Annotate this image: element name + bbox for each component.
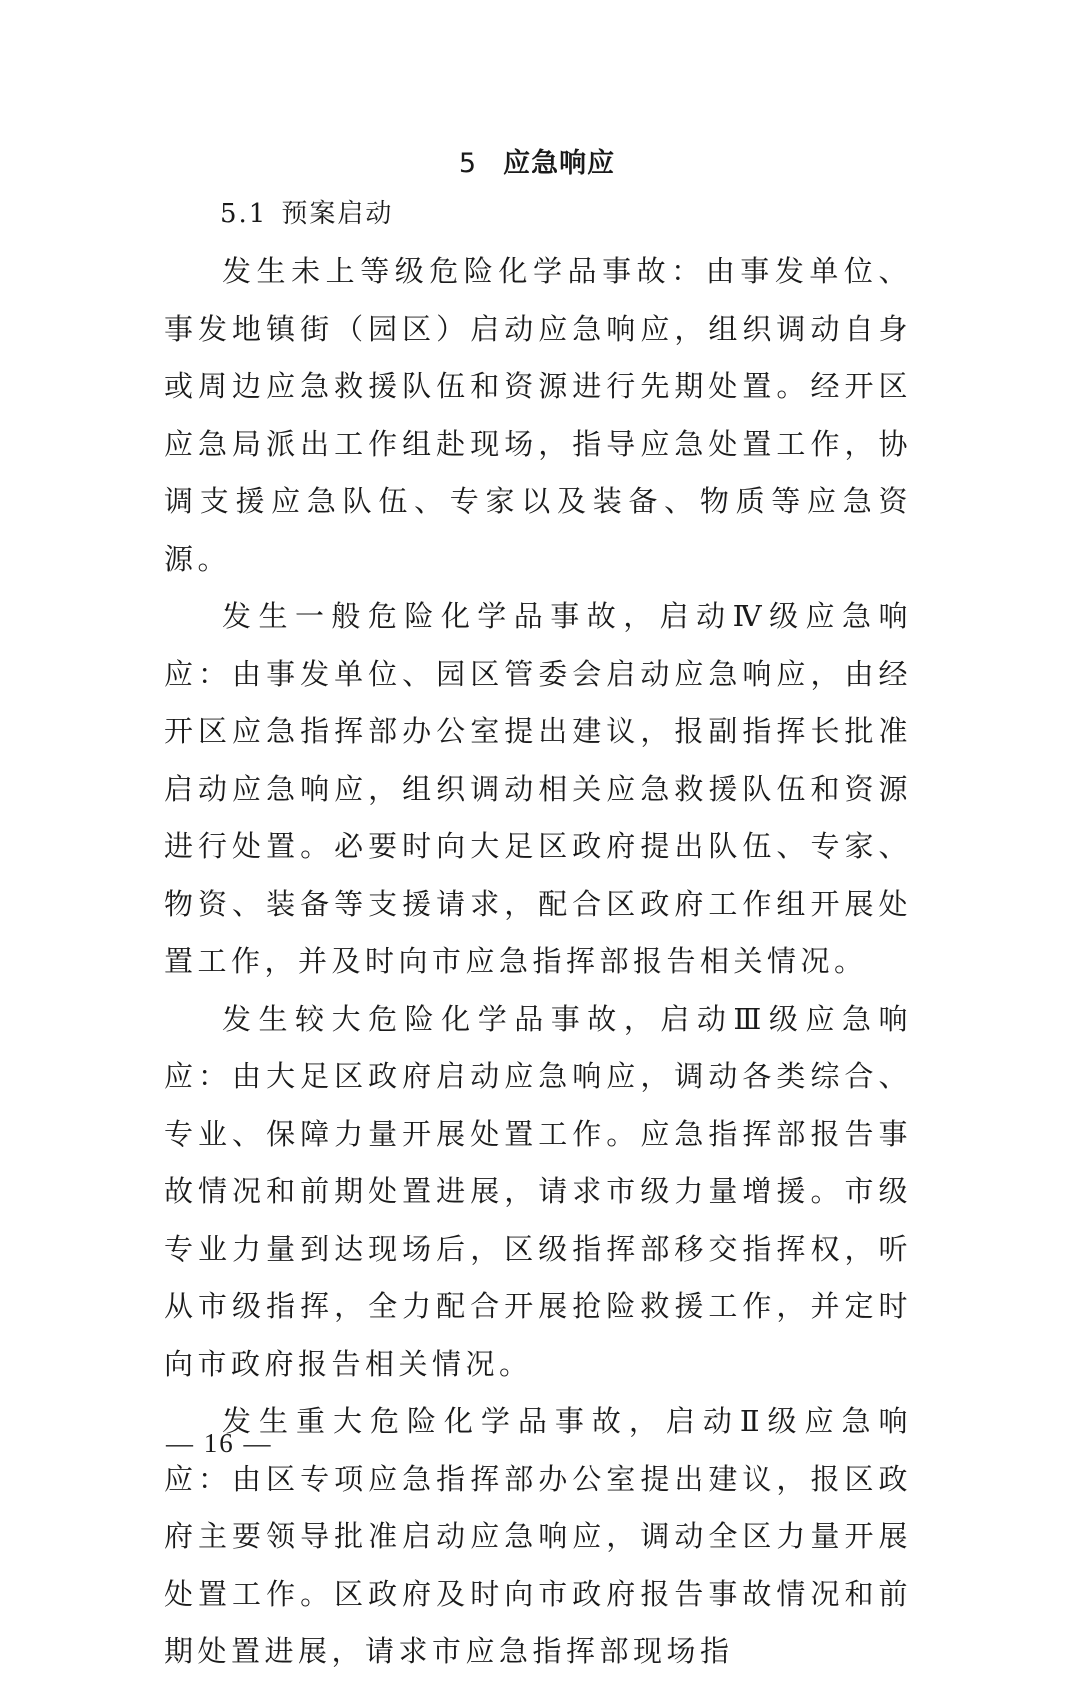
paragraph-level-4-response: 发生一般危险化学品事故，启动Ⅳ级应急响应：由事发单位、园区管委会启动应急响应，由经开区应急指挥部办公室提出建议，报副指挥长批准启动应急响应，组织调动相关应急救援队伍和资源进行处置。必要时向大足区政府提出队伍、专家、物资、装备等支援请求，配合区政府工作组开展处置工作，并及时向市应急指挥部报告相关情况。: [164, 599, 912, 978]
section-number: 5: [458, 148, 478, 179]
page-number: — 16 —: [166, 1428, 273, 1458]
subsection-number: 5.1: [220, 199, 268, 229]
subsection-heading: [220, 190, 393, 238]
section-heading: [0, 140, 1074, 188]
body-text: [164, 243, 912, 1681]
subsection-title: 预案启动: [281, 199, 394, 229]
section-title: 应急响应: [503, 148, 616, 179]
paragraph-level-2-response: 发生重大危险化学品事故，启动Ⅱ级应急响应：由区专项应急指挥部办公室提出建议，报区政府主要领导批准启动应急响应，调动全区力量开展处置工作。区政府及时向市政府报告事故情况和前期处置进展，请求市应急指挥部现场指: [164, 1404, 912, 1668]
paragraph-unrated-incident: 发生未上等级危险化学品事故：由事发单位、事发地镇街（园区）启动应急响应，组织调动自身或周边应急救援队伍和资源进行先期处置。经开区应急局派出工作组赴现场，指导应急处置工作，协调支援应急队伍、专家以及装备、物质等应急资源。: [164, 254, 912, 576]
paragraph-level-3-response: 发生较大危险化学品事故，启动Ⅲ级应急响应：由大足区政府启动应急响应，调动各类综合、专业、保障力量开展处置工作。应急指挥部报告事故情况和前期处置进展，请求市级力量增援。市级专业力量到达现场后，区级指挥部移交指挥权，听从市级指挥，全力配合开展抢险救援工作，并定时向市政府报告相关情况。: [164, 1001, 912, 1381]
